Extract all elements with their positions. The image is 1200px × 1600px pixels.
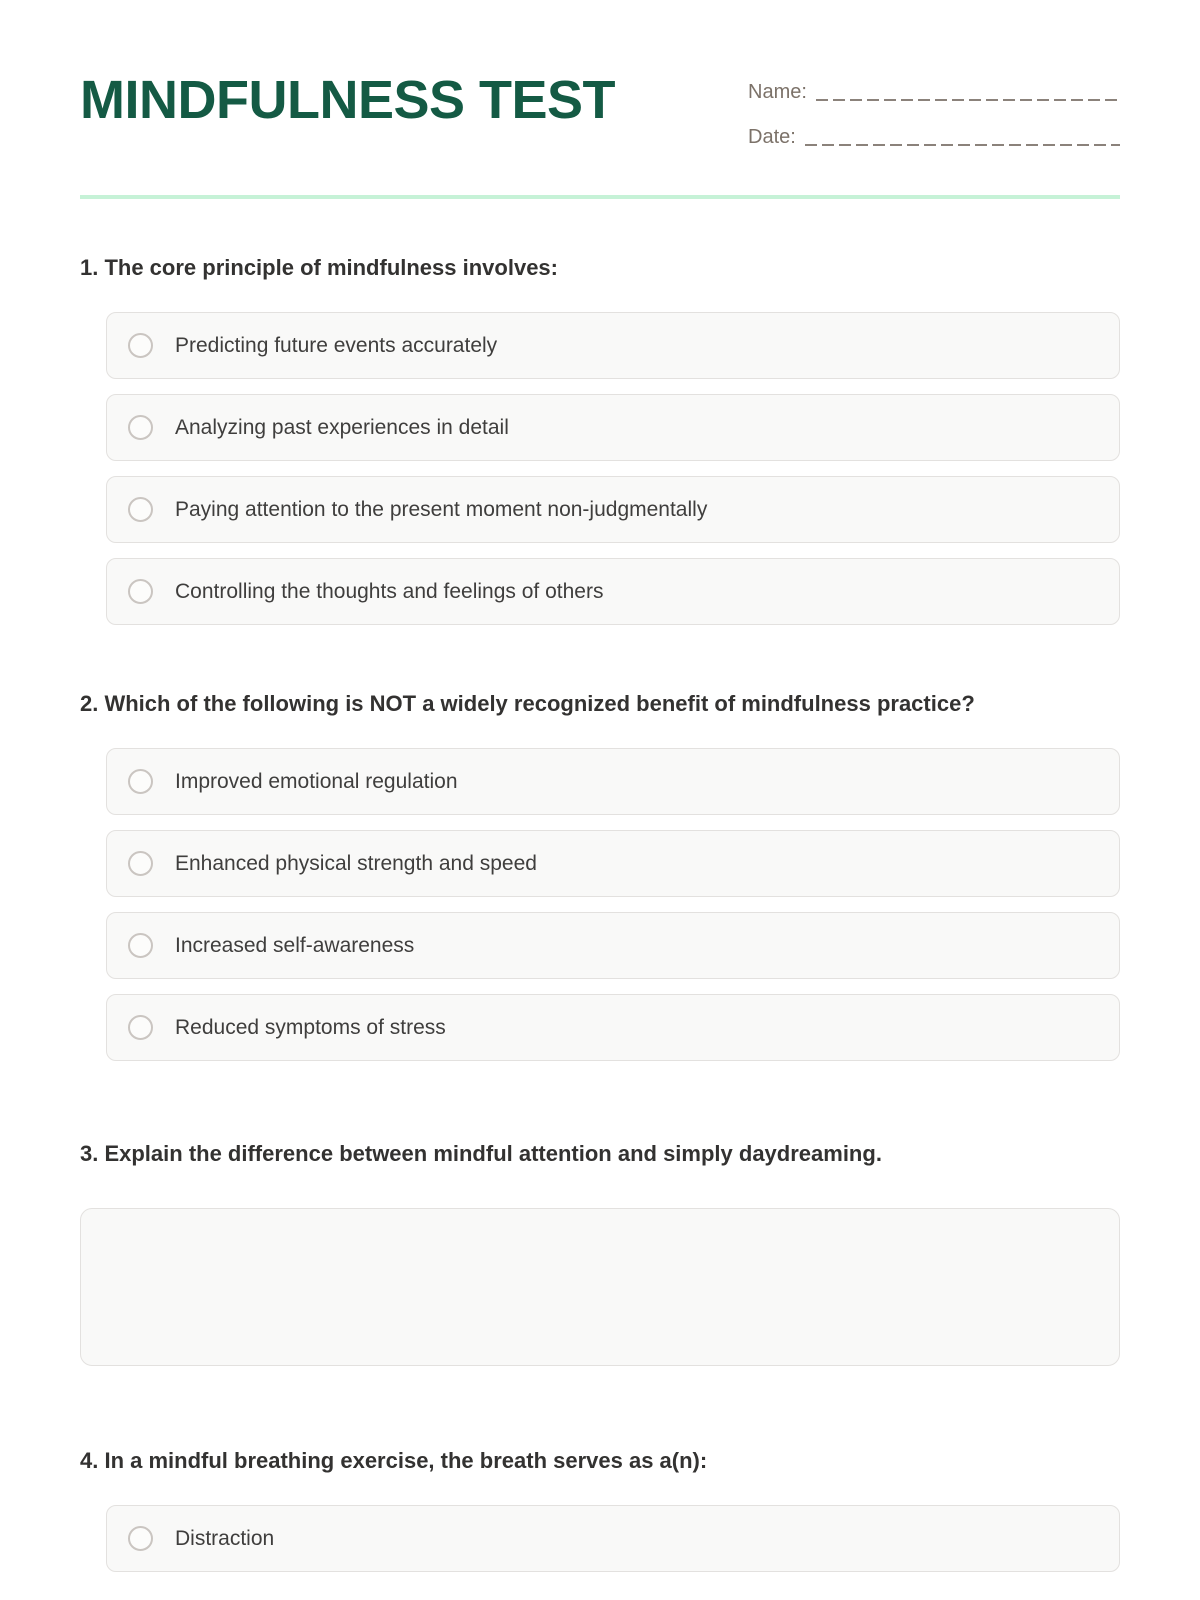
- date-line-input[interactable]: [805, 144, 1120, 146]
- question-2-option-1[interactable]: [106, 748, 1120, 815]
- radio-icon[interactable]: [128, 333, 153, 358]
- name-field-row: [748, 78, 1120, 102]
- question-1-option-3[interactable]: [106, 476, 1120, 543]
- question-3-heading: 3. Explain the difference between mindful attention and simply daydreaming.: [80, 1141, 882, 1166]
- page-title: MINDFULNESS TEST: [80, 70, 616, 130]
- option-label: Analyzing past experiences in detail: [175, 416, 509, 439]
- radio-icon[interactable]: [128, 1526, 153, 1551]
- question-1-option-4[interactable]: [106, 558, 1120, 625]
- date-label: Date:: [748, 126, 796, 148]
- question-1-option-2[interactable]: [106, 394, 1120, 461]
- name-date-fields: [748, 78, 1120, 147]
- header-divider: [80, 195, 1120, 199]
- radio-icon[interactable]: [128, 579, 153, 604]
- question-4: [80, 1442, 1120, 1572]
- option-label: Improved emotional regulation: [175, 770, 458, 793]
- question-2-heading: 2. Which of the following is NOT a widely recognized benefit of mindfulness practice?: [80, 691, 975, 716]
- option-label: Distraction: [175, 1527, 275, 1550]
- question-2-option-3[interactable]: [106, 912, 1120, 979]
- option-label: Controlling the thoughts and feelings of others: [175, 580, 604, 603]
- question-1-option-1[interactable]: [106, 312, 1120, 379]
- question-2: [80, 685, 1120, 1061]
- date-field-row: [748, 123, 1120, 147]
- radio-icon[interactable]: [128, 769, 153, 794]
- radio-icon[interactable]: [128, 497, 153, 522]
- worksheet-header: [80, 72, 1120, 147]
- question-2-option-4[interactable]: [106, 994, 1120, 1061]
- option-label: Paying attention to the present moment non-judgmentally: [175, 498, 708, 521]
- option-label: Reduced symptoms of stress: [175, 1016, 446, 1039]
- question-2-option-2[interactable]: [106, 830, 1120, 897]
- question-1-heading: 1. The core principle of mindfulness involves:: [80, 255, 558, 280]
- name-line-input[interactable]: [816, 99, 1120, 101]
- option-label: Increased self-awareness: [175, 934, 415, 957]
- question-3: [80, 1135, 1120, 1366]
- question-4-option-1[interactable]: [106, 1505, 1120, 1572]
- radio-icon[interactable]: [128, 1015, 153, 1040]
- question-1-options: [106, 312, 1120, 625]
- question-4-heading: 4. In a mindful breathing exercise, the breath serves as a(n):: [80, 1448, 708, 1473]
- radio-icon[interactable]: [128, 933, 153, 958]
- radio-icon[interactable]: [128, 851, 153, 876]
- name-label: Name:: [748, 81, 807, 103]
- question-1: [80, 249, 1120, 625]
- questions: [80, 249, 1120, 1572]
- option-label: Predicting future events accurately: [175, 334, 498, 357]
- option-label: Enhanced physical strength and speed: [175, 852, 537, 875]
- answer-textarea[interactable]: [80, 1208, 1120, 1366]
- question-2-options: [106, 748, 1120, 1061]
- question-4-options: [106, 1505, 1120, 1572]
- radio-icon[interactable]: [128, 415, 153, 440]
